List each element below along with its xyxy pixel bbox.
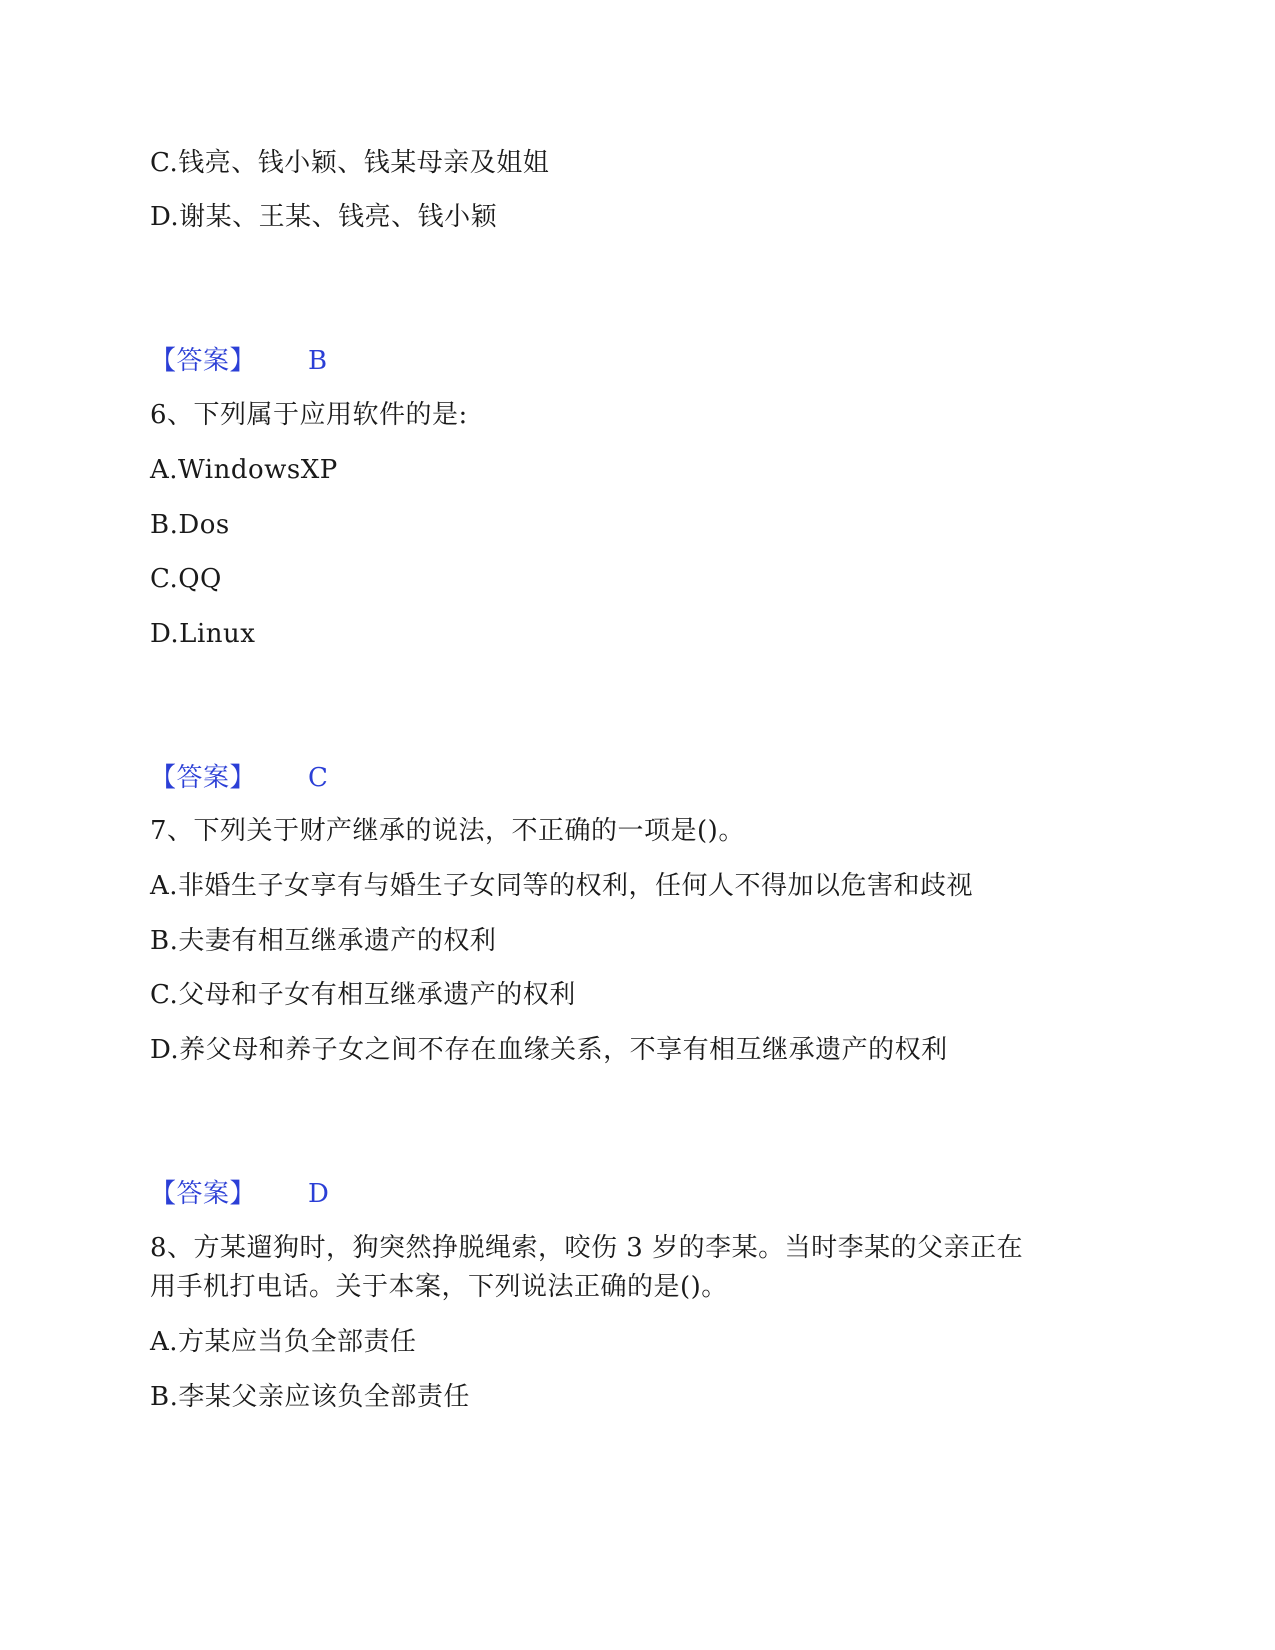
- answer-value: B: [308, 346, 328, 376]
- answer-label: 【答案】: [150, 346, 257, 376]
- q8-option-a: A.方某应当负全部责任: [150, 1327, 417, 1357]
- q8-question-line2: 用手机打电话。关于本案，下列说法正确的是()。: [150, 1272, 728, 1302]
- answer-value: C: [308, 763, 329, 793]
- answer-label: 【答案】: [150, 1179, 257, 1209]
- q7-option-b: B.夫妻有相互继承遗产的权利: [150, 926, 497, 956]
- q6-option-d: D.Linux: [150, 619, 256, 649]
- q6-option-a: A.WindowsXP: [150, 455, 338, 485]
- q5-option-d: D.谢某、王某、钱亮、钱小颖: [150, 202, 498, 232]
- q6-question: 6、下列属于应用软件的是:: [150, 400, 468, 430]
- q6-option-b: B.Dos: [150, 510, 230, 540]
- q6-answer: [150, 761, 328, 795]
- q8-question-line1: 8、方某遛狗时，狗突然挣脱绳索，咬伤 3 岁的李某。当时李某的父亲正在: [150, 1233, 1024, 1263]
- q7-option-c: C.父母和子女有相互继承遗产的权利: [150, 980, 576, 1010]
- q5-option-c: C.钱亮、钱小颖、钱某母亲及姐姐: [150, 148, 550, 178]
- answer-value: D: [308, 1179, 330, 1209]
- q7-option-a: A.非婚生子女享有与婚生子女同等的权利，任何人不得加以危害和歧视: [150, 871, 974, 901]
- q6-option-c: C.QQ: [150, 564, 222, 594]
- q8-option-b: B.李某父亲应该负全部责任: [150, 1382, 470, 1412]
- q7-answer: [150, 1177, 329, 1211]
- q7-question: 7、下列关于财产继承的说法，不正确的一项是()。: [150, 816, 745, 846]
- q7-option-d: D.养父母和养子女之间不存在血缘关系，不享有相互继承遗产的权利: [150, 1035, 948, 1065]
- q5-answer: [150, 344, 328, 378]
- answer-label: 【答案】: [150, 763, 257, 793]
